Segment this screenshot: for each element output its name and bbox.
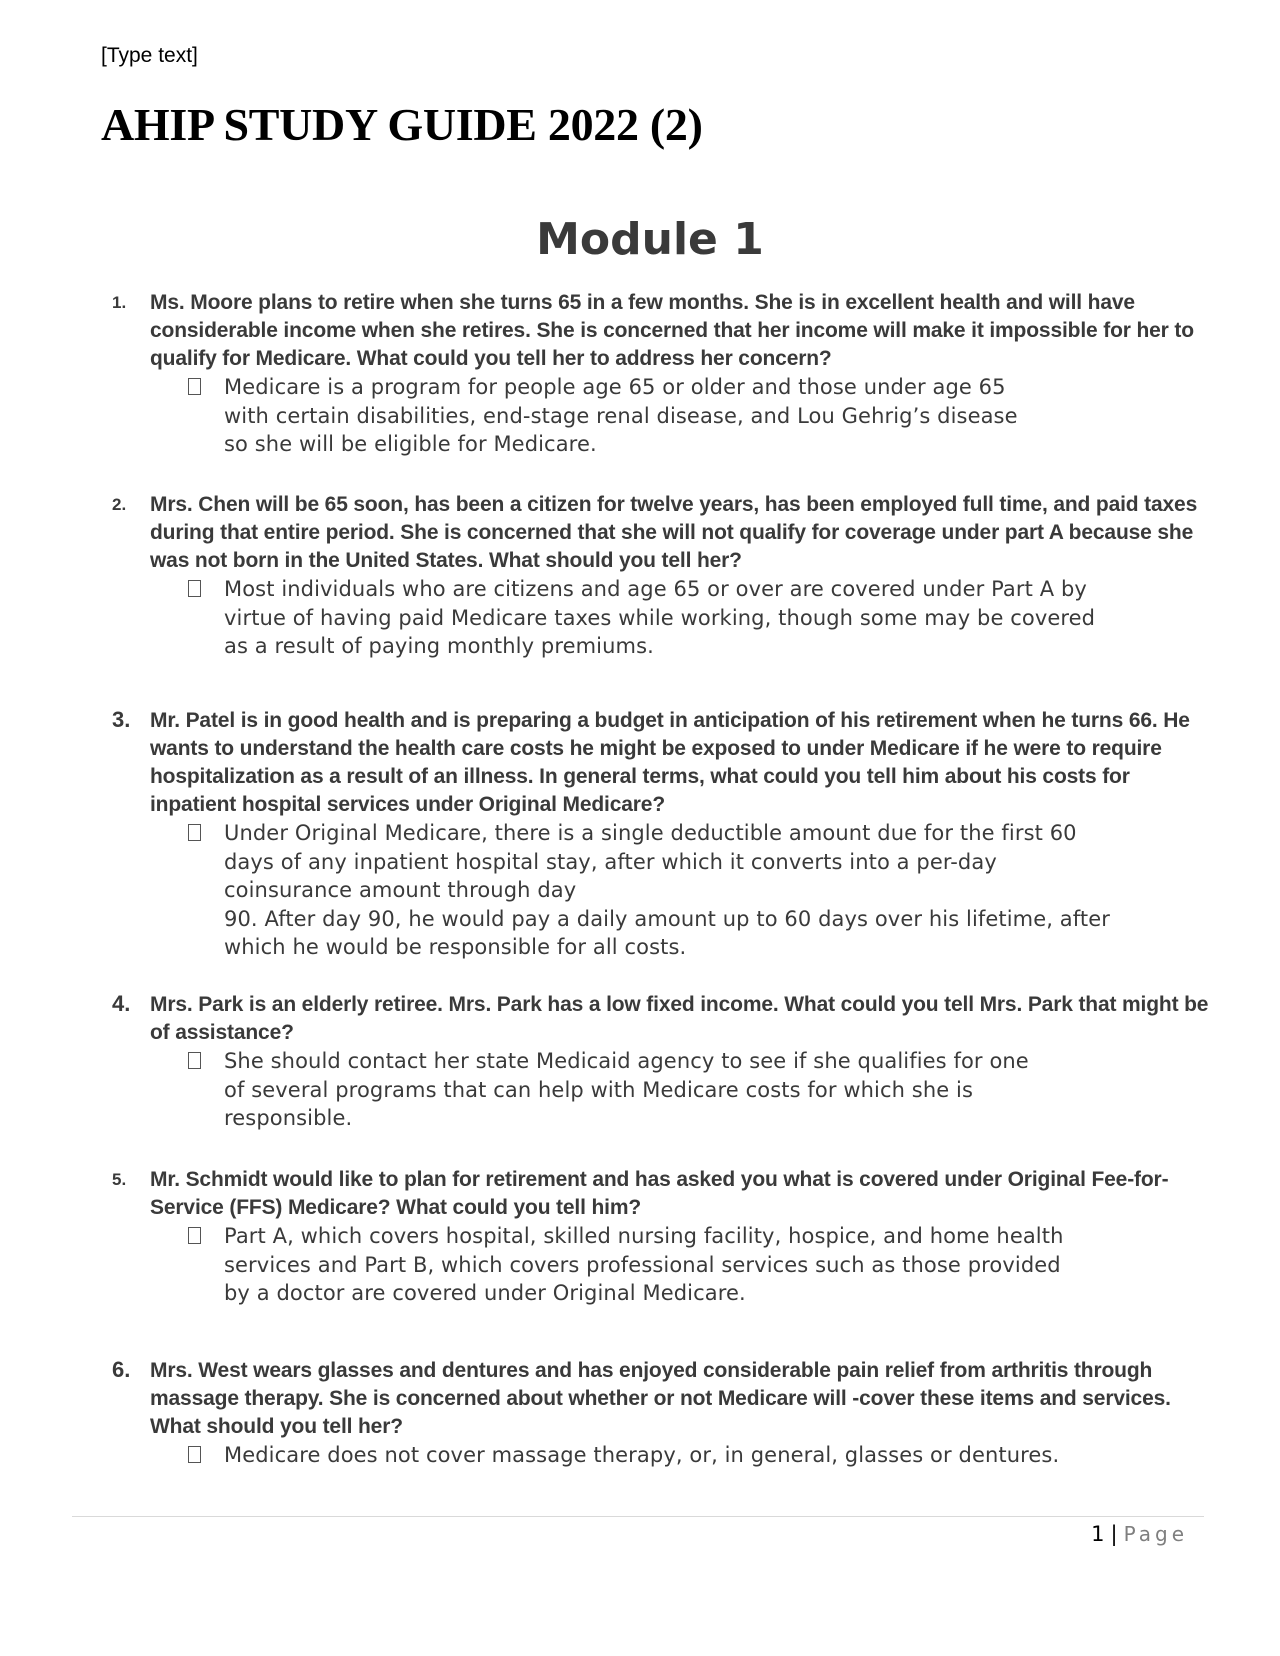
footer-separator: | — [1110, 1522, 1118, 1546]
checkbox-bullet-icon — [188, 1446, 201, 1463]
answer-line: Part A, which covers hospital, skilled nursing facility, hospice, and home health — [224, 1224, 1064, 1248]
checkbox-bullet-icon — [188, 1227, 201, 1244]
page-footer — [1091, 1522, 1188, 1546]
question-5 — [112, 1166, 1202, 1308]
question-number: 3. — [112, 707, 131, 732]
answer — [224, 373, 1202, 459]
answer-line: services and Part B, which covers professional services such as those provided — [224, 1252, 1061, 1277]
question-text: Mrs. Park is an elderly retiree. Mrs. Park has a low fixed income. What could you tell Mrs. Park that might be of assistance? — [150, 993, 1209, 1044]
answer — [224, 1441, 1202, 1470]
module-heading: Module 1 — [536, 214, 764, 265]
question-1 — [112, 289, 1202, 459]
header-placeholder-text: [Type text] — [101, 44, 198, 67]
answer-line: days of any inpatient hospital stay, after which it converts into a per-day — [224, 849, 997, 874]
answer — [224, 1222, 1202, 1308]
page-label: Page — [1123, 1522, 1188, 1546]
answer-line: of several programs that can help with Medicare costs for which she is — [224, 1077, 974, 1102]
answer-line: as a result of paying monthly premiums. — [224, 634, 654, 658]
page-number: 1 — [1091, 1522, 1105, 1546]
checkbox-bullet-icon — [188, 824, 201, 841]
question-6 — [112, 1357, 1202, 1470]
answer-line: 90. After day 90, he would pay a daily amount up to 60 days over his lifetime, after — [224, 906, 1110, 931]
question-text: Mrs. West wears glasses and dentures and has enjoyed considerable pain relief from arthritis through massage therapy. She is concerned about whether or not Medicare will -cover these items and services. What should you tell her? — [150, 1359, 1171, 1438]
question-text: Mr. Schmidt would like to plan for retirement and has asked you what is covered under Original Fee-for-Service (FFS) Medicare? What could you tell him? — [150, 1168, 1169, 1219]
answer-line: which he would be responsible for all costs. — [224, 935, 687, 959]
answer-line: Medicare is a program for people age 65 or older and those under age 65 — [224, 375, 1006, 399]
question-2 — [112, 491, 1202, 661]
question-4 — [112, 991, 1209, 1133]
answer — [224, 575, 1202, 661]
answer-line: responsible. — [224, 1106, 353, 1130]
answer-line: virtue of having paid Medicare taxes while working, though some may be covered — [224, 605, 1096, 630]
checkbox-bullet-icon — [188, 378, 201, 395]
answer-line: coinsurance amount through day — [224, 878, 577, 902]
question-3 — [112, 707, 1202, 962]
checkbox-bullet-icon — [188, 580, 201, 597]
question-number: 5. — [112, 1170, 127, 1189]
question-text: Mrs. Chen will be 65 soon, has been a citizen for twelve years, has been employed full time, and paid taxes during that entire period. She is concerned that she will not qualify for coverage under part A because she was not born in the United States. What should you tell her? — [150, 493, 1198, 572]
question-number: 4. — [112, 991, 131, 1016]
answer-line: so she will be eligible for Medicare. — [224, 432, 597, 456]
answer-line: She should contact her state Medicaid agency to see if she qualifies for one — [224, 1049, 1029, 1073]
question-number: 6. — [112, 1357, 131, 1382]
answer-line: by a doctor are covered under Original Medicare. — [224, 1281, 746, 1305]
answer — [224, 1047, 1202, 1133]
answer-line: Medicare does not cover massage therapy, or, in general, glasses or dentures. — [224, 1443, 1060, 1467]
question-text: Mr. Patel is in good health and is preparing a budget in anticipation of his retirement when he turns 66. He wants to understand the health care costs he might be exposed to under Medicare if he were to require hospitalization as a result of an illness. In general terms, what could you tell him about his costs for inpatient hospital services under Original Medicare? — [150, 709, 1190, 816]
answer-line: Under Original Medicare, there is a single deductible amount due for the first 60 — [224, 821, 1077, 845]
checkbox-bullet-icon — [188, 1052, 201, 1069]
question-text: Ms. Moore plans to retire when she turns 65 in a few months. She is in excellent health and will have considerable income when she retires. She is concerned that her income will make it impossible for her to qualify for Medicare. What could you tell her to address her concern? — [150, 291, 1194, 370]
footer-divider — [72, 1516, 1204, 1517]
answer-line: with certain disabilities, end-stage renal disease, and Lou Gehrig’s disease — [224, 403, 1018, 428]
answer-line: Most individuals who are citizens and age 65 or over are covered under Part A by — [224, 577, 1087, 601]
question-number: 1. — [112, 293, 127, 312]
answer — [224, 819, 1202, 962]
document-title: AHIP STUDY GUIDE 2022 (2) — [101, 99, 703, 150]
question-number: 2. — [112, 495, 127, 514]
